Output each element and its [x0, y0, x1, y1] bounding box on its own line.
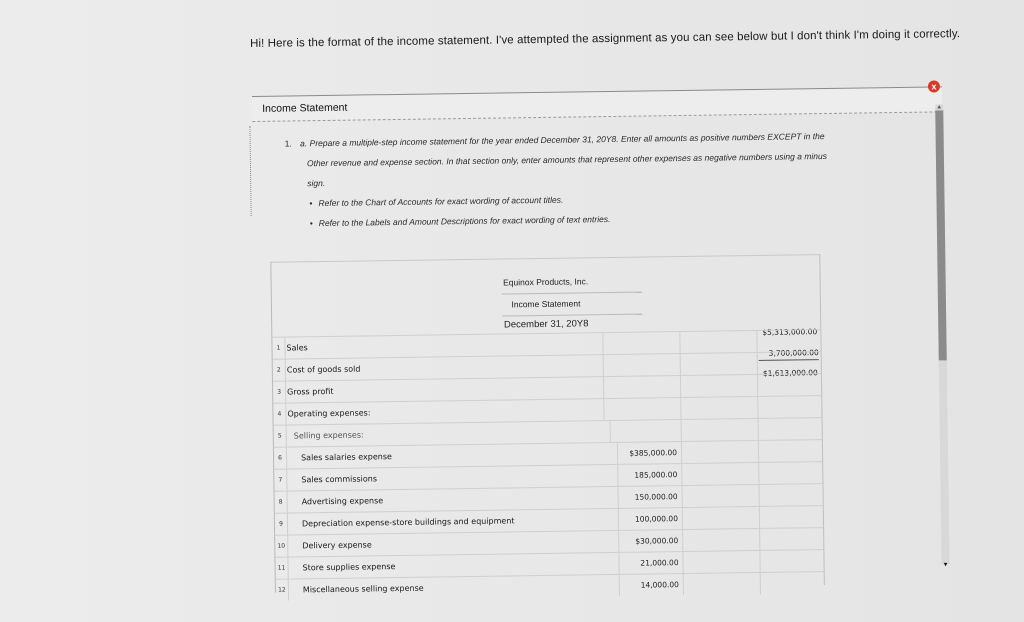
row-label-input[interactable]: Gross profit — [287, 377, 604, 402]
scroll-up-icon[interactable]: ▲ — [936, 104, 943, 111]
amount-input[interactable]: $385,000.00 — [606, 442, 682, 464]
row-label-input[interactable]: Operating expenses: — [287, 399, 604, 424]
instruction-line-2: Other revenue and expense section. In that section only, enter amounts that represent other expenses as negative numbers using a minus — [306, 150, 828, 169]
subtotal-input[interactable] — [683, 551, 760, 573]
company-name: Equinox Products, Inc. — [503, 276, 589, 288]
row-number: 8 — [275, 492, 288, 513]
subtotal-input[interactable] — [681, 375, 758, 397]
total-input[interactable] — [758, 440, 822, 462]
amount-input[interactable] — [605, 354, 681, 376]
row-label-input[interactable]: Sales commissions — [288, 465, 618, 491]
amount-input[interactable] — [604, 332, 680, 354]
total-input[interactable] — [758, 462, 822, 484]
amount-input[interactable]: 14,000.00 — [608, 574, 684, 596]
row-label-input[interactable]: Depreciation expense-store buildings and equipment — [289, 509, 619, 535]
total-input[interactable] — [760, 572, 824, 594]
income-statement-panel — [252, 81, 959, 596]
total-input[interactable] — [759, 550, 823, 572]
subtotal-input[interactable] — [681, 397, 758, 419]
total-input[interactable] — [757, 352, 821, 374]
amount-input[interactable] — [605, 398, 681, 420]
total-input[interactable] — [757, 374, 821, 396]
total-input[interactable] — [758, 484, 822, 506]
subtotal-input[interactable] — [683, 529, 760, 551]
statement-date: December 31, 20Y8 — [503, 318, 589, 331]
close-button[interactable]: x — [928, 80, 940, 92]
row-label-input[interactable]: Selling expenses: — [288, 421, 611, 447]
panel-header — [252, 86, 942, 122]
row-label-input[interactable]: Sales salaries expense — [288, 443, 618, 469]
subtotal-input[interactable] — [680, 331, 757, 353]
question-part: a. — [300, 138, 308, 149]
amount-input[interactable]: $30,000.00 — [607, 530, 683, 552]
amount-input[interactable] — [605, 376, 681, 398]
sales-total-value: $5,313,000.00 — [762, 327, 818, 337]
row-number: 11 — [275, 558, 288, 579]
row-label-input[interactable]: Advertising expense — [289, 487, 619, 513]
row-label-input[interactable]: Delivery expense — [289, 531, 619, 557]
row-number: 1 — [272, 338, 285, 359]
left-edge-marks — [249, 126, 253, 216]
scrollbar[interactable] — [935, 104, 949, 569]
row-number: 7 — [274, 470, 287, 491]
row-number: 2 — [273, 360, 286, 381]
row-label-input[interactable]: Store supplies expense — [289, 553, 619, 579]
subtotal-input[interactable] — [682, 463, 759, 485]
subtotal-input[interactable] — [682, 441, 759, 463]
instructions — [285, 126, 846, 234]
amount-input[interactable]: 100,000.00 — [607, 508, 683, 530]
amount-input[interactable]: 150,000.00 — [606, 486, 682, 508]
row-label-input[interactable]: Miscellaneous selling expense — [290, 575, 620, 601]
header-divider — [502, 292, 642, 295]
subtotal-input[interactable] — [682, 485, 759, 507]
row-number: 9 — [275, 514, 288, 535]
row-number: 6 — [274, 448, 287, 469]
amount-input[interactable]: 185,000.00 — [606, 464, 682, 486]
gross-profit-value: $1,613,000.00 — [762, 368, 818, 378]
row-number: 4 — [273, 404, 286, 425]
scroll-down-icon[interactable]: ▼ — [942, 562, 949, 569]
instruction-line-1: Prepare a multiple-step income statement for the year ended December 31, 20Y8. Enter all amounts as positive numbers EXCEPT in the — [309, 131, 825, 149]
total-input[interactable] — [759, 528, 823, 550]
amount-input[interactable] — [606, 420, 682, 442]
header-divider — [502, 314, 642, 317]
subtotal-input[interactable] — [684, 573, 761, 595]
row-number: 10 — [275, 536, 288, 557]
total-input[interactable] — [756, 330, 820, 352]
statement-table — [270, 254, 825, 593]
statement-title: Income Statement — [511, 298, 581, 310]
total-input[interactable] — [759, 506, 823, 528]
subtotal-input[interactable] — [681, 353, 758, 375]
panel-title: Income Statement — [262, 101, 348, 115]
total-input[interactable] — [758, 418, 822, 440]
cogs-value: 3,700,000.00 — [768, 348, 819, 358]
bullet-chart-of-accounts: • Refer to the Chart of Accounts for exact wording of account titles. — [319, 186, 845, 213]
row-number: 5 — [274, 426, 287, 447]
subtotal-input[interactable] — [682, 419, 759, 441]
amount-input[interactable]: 21,000.00 — [607, 552, 683, 574]
subtotal-input[interactable] — [683, 507, 760, 529]
question-number: 1. — [284, 138, 292, 149]
instruction-line-3: sign. — [307, 177, 326, 189]
total-input[interactable] — [757, 396, 821, 418]
row-label-input[interactable]: Sales — [286, 333, 603, 358]
row-number: 12 — [276, 580, 289, 601]
row-number: 3 — [273, 382, 286, 403]
statement-rows — [272, 329, 824, 601]
intro-note: Hi! Here is the format of the income statement. I've attempted the assignment as you can see below but I don't think I'm doing it correctly. — [250, 28, 961, 50]
bullet-labels-descriptions: • Refer to the Labels and Amount Descriptions for exact wording of text entries. — [320, 206, 846, 233]
instruction-bullets — [285, 186, 846, 234]
row-label-input[interactable]: Cost of goods sold — [287, 355, 604, 380]
scroll-thumb[interactable] — [935, 110, 946, 360]
